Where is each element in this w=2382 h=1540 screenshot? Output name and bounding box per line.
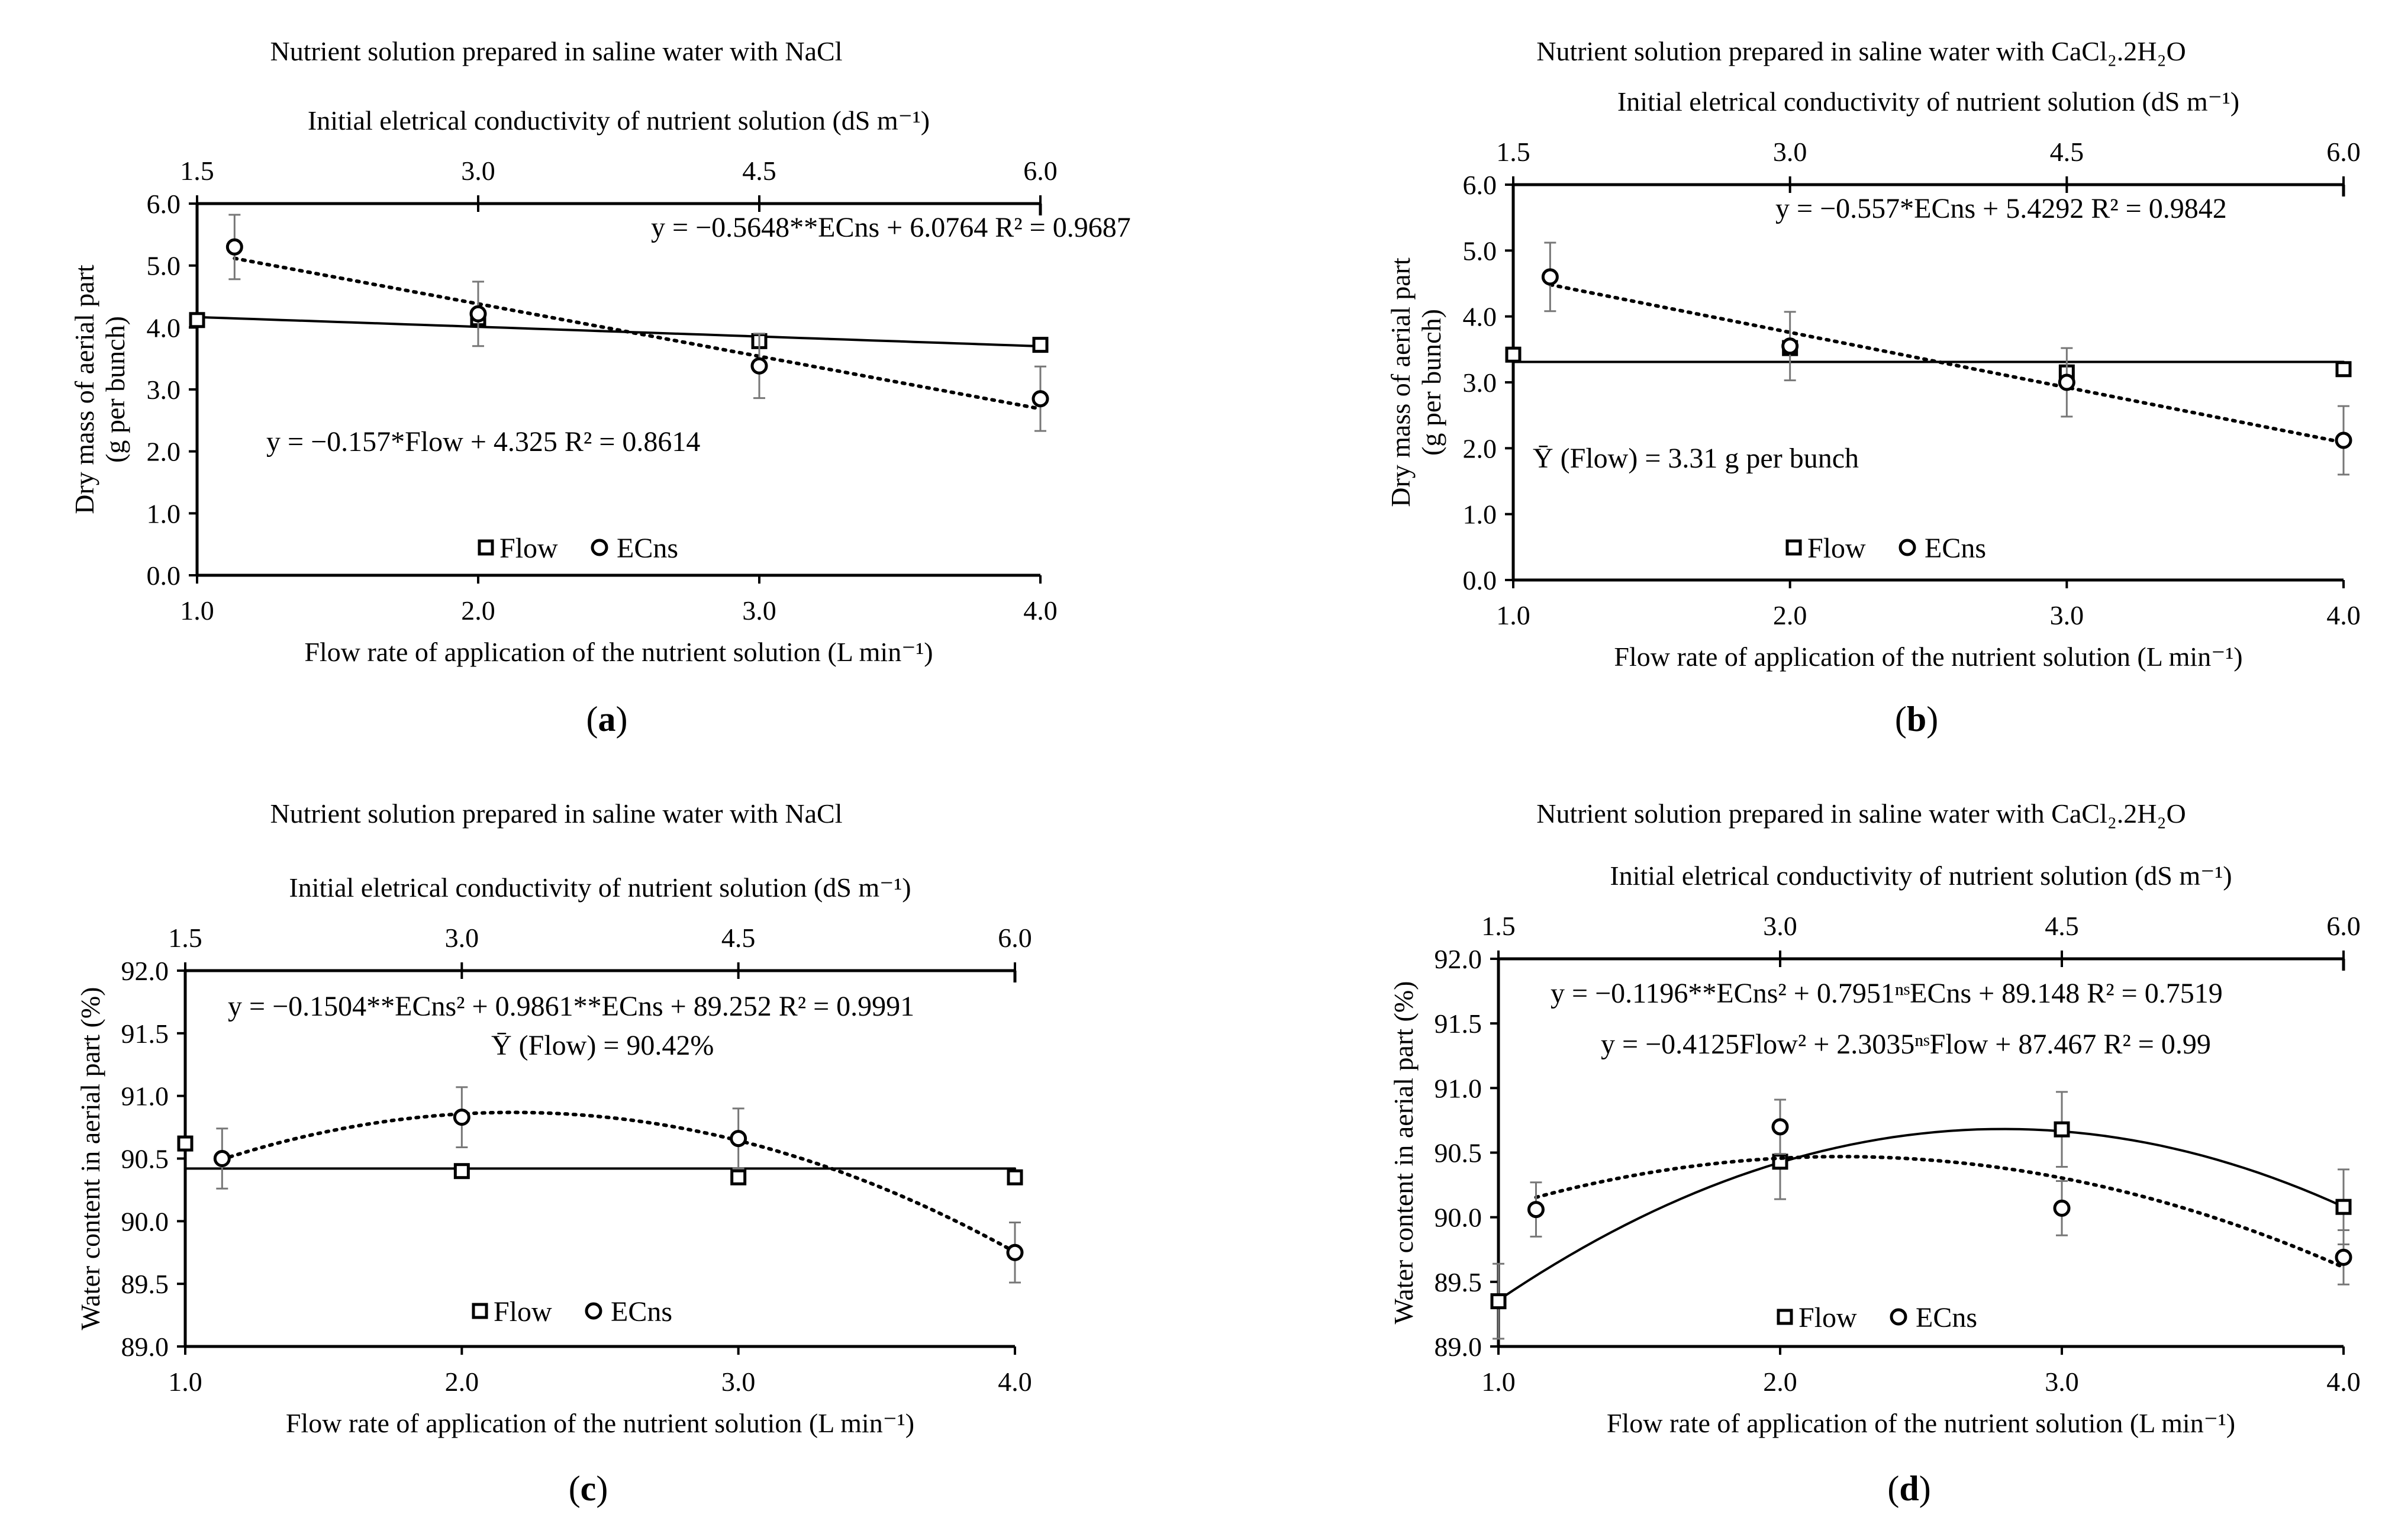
y-tick-label: 4.0: [1462, 301, 1497, 332]
fit-line-ecns: [1550, 285, 2344, 443]
bottom-axis-label: Flow rate of application of the nutrient solution (L min⁻¹): [1614, 642, 2243, 672]
point-ecns: [2059, 375, 2074, 389]
x-top-tick-label: 6.0: [2326, 911, 2361, 941]
legend-flow-label: Flow: [1807, 533, 1866, 564]
legend: [1778, 1302, 1977, 1333]
point-flow: [1507, 348, 1520, 361]
point-flow: [1034, 339, 1047, 352]
x-bottom-tick-label: 1.0: [1481, 1367, 1516, 1397]
y-tick-label: 1.0: [1462, 499, 1497, 530]
x-bottom-tick-label: 4.0: [2326, 600, 2361, 630]
regression-equation: y = −0.557*ECns + 5.4292 R² = 0.9842: [1775, 193, 2227, 224]
bottom-axis-label: Flow rate of application of the nutrient solution (L min⁻¹): [285, 1408, 915, 1438]
y-tick-label: 92.0: [121, 956, 169, 986]
y-tick-label: 6.0: [146, 189, 180, 219]
regression-equation: Ȳ (Flow) = 3.31 g per bunch: [1533, 443, 1859, 474]
y-tick-label: 2.0: [1462, 433, 1497, 464]
y-tick-label: 3.0: [1462, 368, 1497, 398]
legend-flow-label: Flow: [494, 1296, 552, 1328]
x-bottom-tick-label: 1.0: [1496, 600, 1530, 630]
x-bottom-tick-label: 4.0: [2326, 1367, 2361, 1397]
y-tick-label: 89.0: [121, 1332, 169, 1362]
point-ecns: [731, 1132, 746, 1146]
panel-label: (a): [586, 700, 628, 739]
x-top-tick-label: 4.5: [2045, 911, 2079, 941]
x-top-tick-label: 6.0: [998, 923, 1032, 953]
legend-ecns-label: ECns: [617, 533, 679, 564]
x-top-tick-label: 4.5: [742, 156, 776, 186]
point-ecns: [1543, 270, 1557, 284]
panel-title: Nutrient solution prepared in saline water with CaCl₂.2H₂O: [1536, 798, 2186, 829]
x-top-tick-label: 6.0: [2326, 137, 2361, 167]
top-axis-label: Initial eletrical conductivity of nutrient solution (dS m⁻¹): [1610, 861, 2232, 891]
legend-ecns-marker: [592, 540, 607, 555]
y-tick-label: 5.0: [146, 250, 180, 281]
y-tick-label: 0.0: [146, 560, 180, 591]
x-top-tick-label: 3.0: [1772, 137, 1807, 167]
legend-flow-label: Flow: [499, 533, 558, 564]
legend-flow-label: Flow: [1798, 1302, 1857, 1333]
x-bottom-tick-label: 2.0: [1772, 600, 1807, 630]
y-tick-label: 90.0: [121, 1206, 169, 1237]
y-tick-label: 2.0: [146, 436, 180, 467]
y-axis-label: Dry mass of aerial part: [1385, 257, 1416, 507]
y-tick-label: 92.0: [1434, 944, 1482, 974]
panel-label: (d): [1887, 1469, 1931, 1508]
panel-c: [75, 798, 1032, 1508]
x-bottom-tick-label: 4.0: [1023, 595, 1058, 626]
x-top-tick-label: 1.5: [1481, 911, 1516, 941]
point-flow: [455, 1165, 468, 1178]
y-tick-label: 4.0: [146, 312, 180, 343]
point-flow: [1008, 1171, 1021, 1184]
x-bottom-tick-label: 2.0: [1763, 1367, 1797, 1397]
legend: [1787, 533, 1986, 564]
legend-ecns-marker: [1900, 540, 1914, 555]
x-bottom-tick-label: 3.0: [2045, 1367, 2079, 1397]
point-flow: [2337, 1200, 2350, 1213]
x-top-tick-label: 4.5: [721, 923, 756, 953]
top-axis-label: Initial eletrical conductivity of nutrient solution (dS m⁻¹): [289, 872, 911, 903]
fit-line-ecns: [1536, 1156, 2344, 1267]
legend-flow-marker: [1787, 541, 1800, 554]
panel-a: [69, 36, 1131, 739]
y-tick-label: 89.5: [121, 1269, 169, 1300]
panel-title: Nutrient solution prepared in saline water with NaCl: [270, 36, 843, 66]
y-tick-label: 90.5: [121, 1143, 169, 1174]
point-flow: [179, 1137, 192, 1150]
point-ecns: [752, 359, 766, 373]
x-top-tick-label: 6.0: [1023, 156, 1058, 186]
legend: [473, 1296, 672, 1328]
y-tick-label: 89.0: [1434, 1332, 1482, 1362]
x-top-tick-label: 3.0: [1763, 911, 1797, 941]
x-top-tick-label: 3.0: [444, 923, 479, 953]
legend-ecns-label: ECns: [1925, 533, 1987, 564]
regression-equation: Ȳ (Flow) = 90.42%: [491, 1030, 714, 1061]
panel-label: (c): [568, 1469, 608, 1508]
y-axis-label: Water content in aerial part (%): [75, 987, 105, 1330]
panel-label-letter: c: [580, 1469, 597, 1508]
y-tick-label: 91.0: [121, 1081, 169, 1111]
fit-line-ecns: [222, 1113, 1015, 1252]
x-bottom-tick-label: 3.0: [2049, 600, 2084, 630]
y-axis-label: Dry mass of aerial part: [69, 265, 99, 514]
y-tick-label: 1.0: [146, 498, 180, 529]
point-ecns: [227, 240, 241, 254]
legend-ecns-marker: [1891, 1310, 1906, 1324]
y-tick-label: 91.0: [1434, 1073, 1482, 1104]
legend-flow-marker: [479, 541, 492, 554]
bottom-axis-label: Flow rate of application of the nutrient solution (L min⁻¹): [1606, 1408, 2236, 1438]
panel-d: [1388, 798, 2361, 1508]
legend-ecns-label: ECns: [611, 1296, 673, 1328]
point-ecns: [1773, 1120, 1787, 1134]
x-bottom-tick-label: 2.0: [461, 595, 495, 626]
point-ecns: [1008, 1245, 1022, 1259]
point-ecns: [455, 1110, 469, 1125]
point-flow: [1492, 1295, 1505, 1308]
point-ecns: [471, 307, 485, 321]
x-top-tick-label: 4.5: [2049, 137, 2084, 167]
x-top-tick-label: 1.5: [180, 156, 214, 186]
regression-equation: y = −0.5648**ECns + 6.0764 R² = 0.9687: [651, 212, 1131, 243]
panel-label: (b): [1894, 700, 1939, 739]
x-bottom-tick-label: 1.0: [180, 595, 214, 626]
point-flow: [2055, 1123, 2068, 1136]
x-top-tick-label: 1.5: [1496, 137, 1530, 167]
y-tick-label: 6.0: [1462, 170, 1497, 200]
panel-label-letter: d: [1899, 1469, 1919, 1508]
y-tick-label: 0.0: [1462, 565, 1497, 595]
y-tick-label: 5.0: [1462, 236, 1497, 266]
legend-ecns-label: ECns: [1916, 1302, 1978, 1333]
point-flow: [2337, 363, 2350, 376]
x-bottom-tick-label: 1.0: [168, 1367, 202, 1397]
point-ecns: [1529, 1203, 1543, 1217]
panel-title: Nutrient solution prepared in saline water with NaCl: [270, 798, 843, 829]
point-flow: [191, 314, 204, 327]
x-bottom-tick-label: 3.0: [721, 1367, 756, 1397]
bottom-axis-label: Flow rate of application of the nutrient solution (L min⁻¹): [304, 637, 933, 667]
x-bottom-tick-label: 3.0: [742, 595, 776, 626]
point-ecns: [2336, 433, 2351, 447]
top-axis-label: Initial eletrical conductivity of nutrient solution (dS m⁻¹): [307, 105, 930, 136]
panel-b: [1385, 36, 2361, 739]
regression-equation: y = −0.1196**ECns² + 0.7951ⁿˢECns + 89.148 R² = 0.7519: [1551, 978, 2223, 1009]
panel-label-letter: b: [1906, 700, 1927, 739]
y-axis-label: Water content in aerial part (%): [1388, 981, 1419, 1325]
x-top-tick-label: 3.0: [461, 156, 495, 186]
y-axis-label-units: (g per bunch): [100, 316, 130, 463]
point-flow: [732, 1171, 745, 1184]
point-ecns: [215, 1152, 229, 1166]
y-tick-label: 91.5: [121, 1018, 169, 1049]
y-axis-label-units: (g per bunch): [1416, 309, 1446, 456]
fit-line-ecns: [234, 259, 1040, 409]
x-bottom-tick-label: 4.0: [998, 1367, 1032, 1397]
panel-label-letter: a: [598, 700, 616, 739]
legend: [479, 533, 678, 564]
legend-flow-marker: [473, 1304, 486, 1317]
regression-equation: y = −0.1504**ECns² + 0.9861**ECns + 89.252 R² = 0.9991: [228, 991, 915, 1022]
x-top-tick-label: 1.5: [168, 923, 202, 953]
y-tick-label: 91.5: [1434, 1009, 1482, 1039]
point-ecns: [2336, 1250, 2351, 1264]
y-tick-label: 90.0: [1434, 1202, 1482, 1233]
y-tick-label: 90.5: [1434, 1138, 1482, 1168]
y-tick-label: 3.0: [146, 375, 180, 405]
fit-line-flow: [1498, 1129, 2344, 1300]
regression-equation: y = −0.4125Flow² + 2.3035ⁿˢFlow + 87.467 R² = 0.99: [1601, 1029, 2211, 1060]
legend-flow-marker: [1778, 1310, 1791, 1323]
regression-equation: y = −0.157*Flow + 4.325 R² = 0.8614: [266, 426, 701, 458]
legend-ecns-marker: [586, 1304, 601, 1318]
y-tick-label: 89.5: [1434, 1267, 1482, 1297]
x-bottom-tick-label: 2.0: [444, 1367, 479, 1397]
panel-title: Nutrient solution prepared in saline water with CaCl₂.2H₂O: [1536, 36, 2186, 66]
point-ecns: [1783, 339, 1797, 353]
point-ecns: [2055, 1201, 2069, 1215]
top-axis-label: Initial eletrical conductivity of nutrient solution (dS m⁻¹): [1617, 86, 2240, 117]
point-ecns: [1033, 392, 1047, 406]
